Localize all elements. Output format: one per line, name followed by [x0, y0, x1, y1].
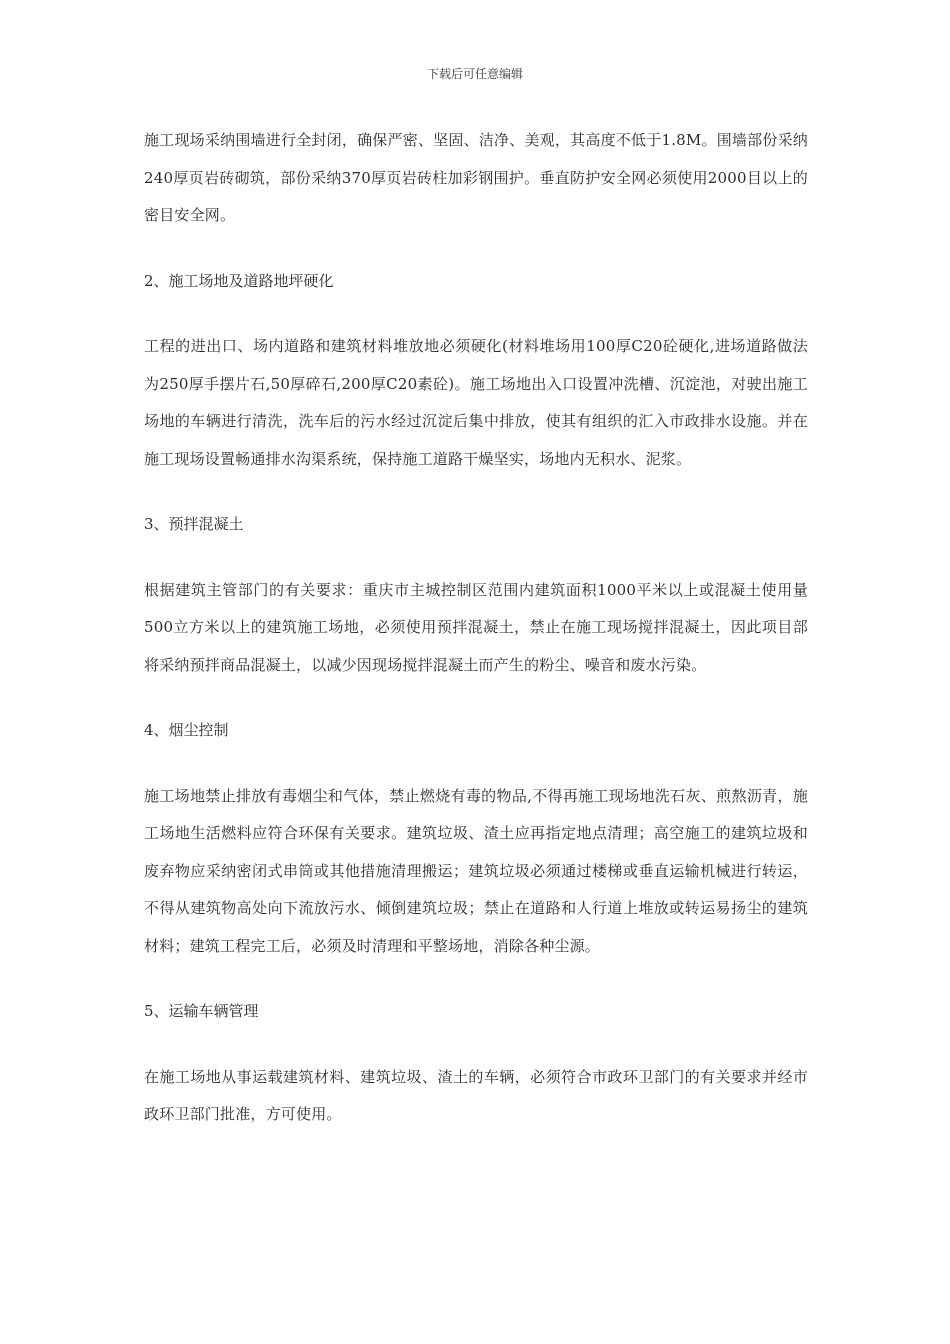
section-paragraph: 工程的进出口、场内道路和建筑材料堆放地必须硬化(材料堆场用100厚C20砼硬化,进场道路做法为250厚手摆片石,50厚碎石,200厚C20素砼)。施工场地出入口设置冲洗槽、沉淀池，对驶出施工场地的车辆进行清洗，洗车后的污水经过沉淀后集中排放，使其有组织的汇入市政排水设施。并在施工现场设置畅通排水沟渠系统，保持施工道路干燥坚实，场地内无积水、泥浆。: [144, 337, 808, 468]
section-paragraph: 根据建筑主管部门的有关要求：重庆市主城控制区范围内建筑面积1000平米以上或混凝土使用量500立方米以上的建筑施工场地，必须使用预拌混凝土，禁止在施工现场搅拌混凝土，因此项目部将采纳预拌商品混凝土，以减少因现场搅拌混凝土而产生的粉尘、噪音和废水污染。: [144, 580, 808, 674]
section-paragraph: 在施工场地从事运载建筑材料、建筑垃圾、渣土的车辆，必须符合市政环卫部门的有关要求并经市政环卫部门批准，方可使用。: [144, 1067, 808, 1123]
page-header-note: 下载后可任意编辑: [426, 67, 523, 81]
section-heading: 5、运输车辆管理: [144, 1002, 259, 1020]
section-vehicle-management: [144, 993, 808, 1134]
section-heading: 3、预拌混凝土: [144, 515, 244, 533]
section-heading: 2、施工场地及道路地坪硬化: [144, 271, 334, 290]
section-paragraph: 施工场地禁止排放有毒烟尘和气体，禁止燃烧有毒的物品,不得再施工现场地洗石灰、煎熬沥青，施工场地生活燃料应符合环保有关要求。建筑垃圾、渣土应再指定地点清理；高空施工的建筑垃圾和废弃物应采纳密闭式串筒或其他措施清理搬运；建筑垃圾必须通过楼梯或垂直运输机械进行转运，不得从建筑物高处向下流放污水、倾倒建筑垃圾；禁止在道路和人行道上堆放或转运易扬尘的建筑材料；建筑工程完工后，必须及时清理和平整场地，消除各种尘源。: [144, 786, 808, 955]
section-ready-mix-concrete: [144, 506, 808, 684]
section-heading: 4、烟尘控制: [144, 721, 229, 739]
section-ground-hardening: [144, 263, 808, 479]
document-body: [144, 122, 808, 1162]
intro-paragraph: 施工现场采纳围墙进行全封闭，确保严密、坚固、洁净、美观，其高度不低于1.8M。围墙部份采纳240厚页岩砖砌筑，部份采纳370厚页岩砖柱加彩钢围护。垂直防护安全网必须使用2000目以上的密目安全网。: [144, 131, 808, 224]
section-dust-control: [144, 712, 808, 965]
